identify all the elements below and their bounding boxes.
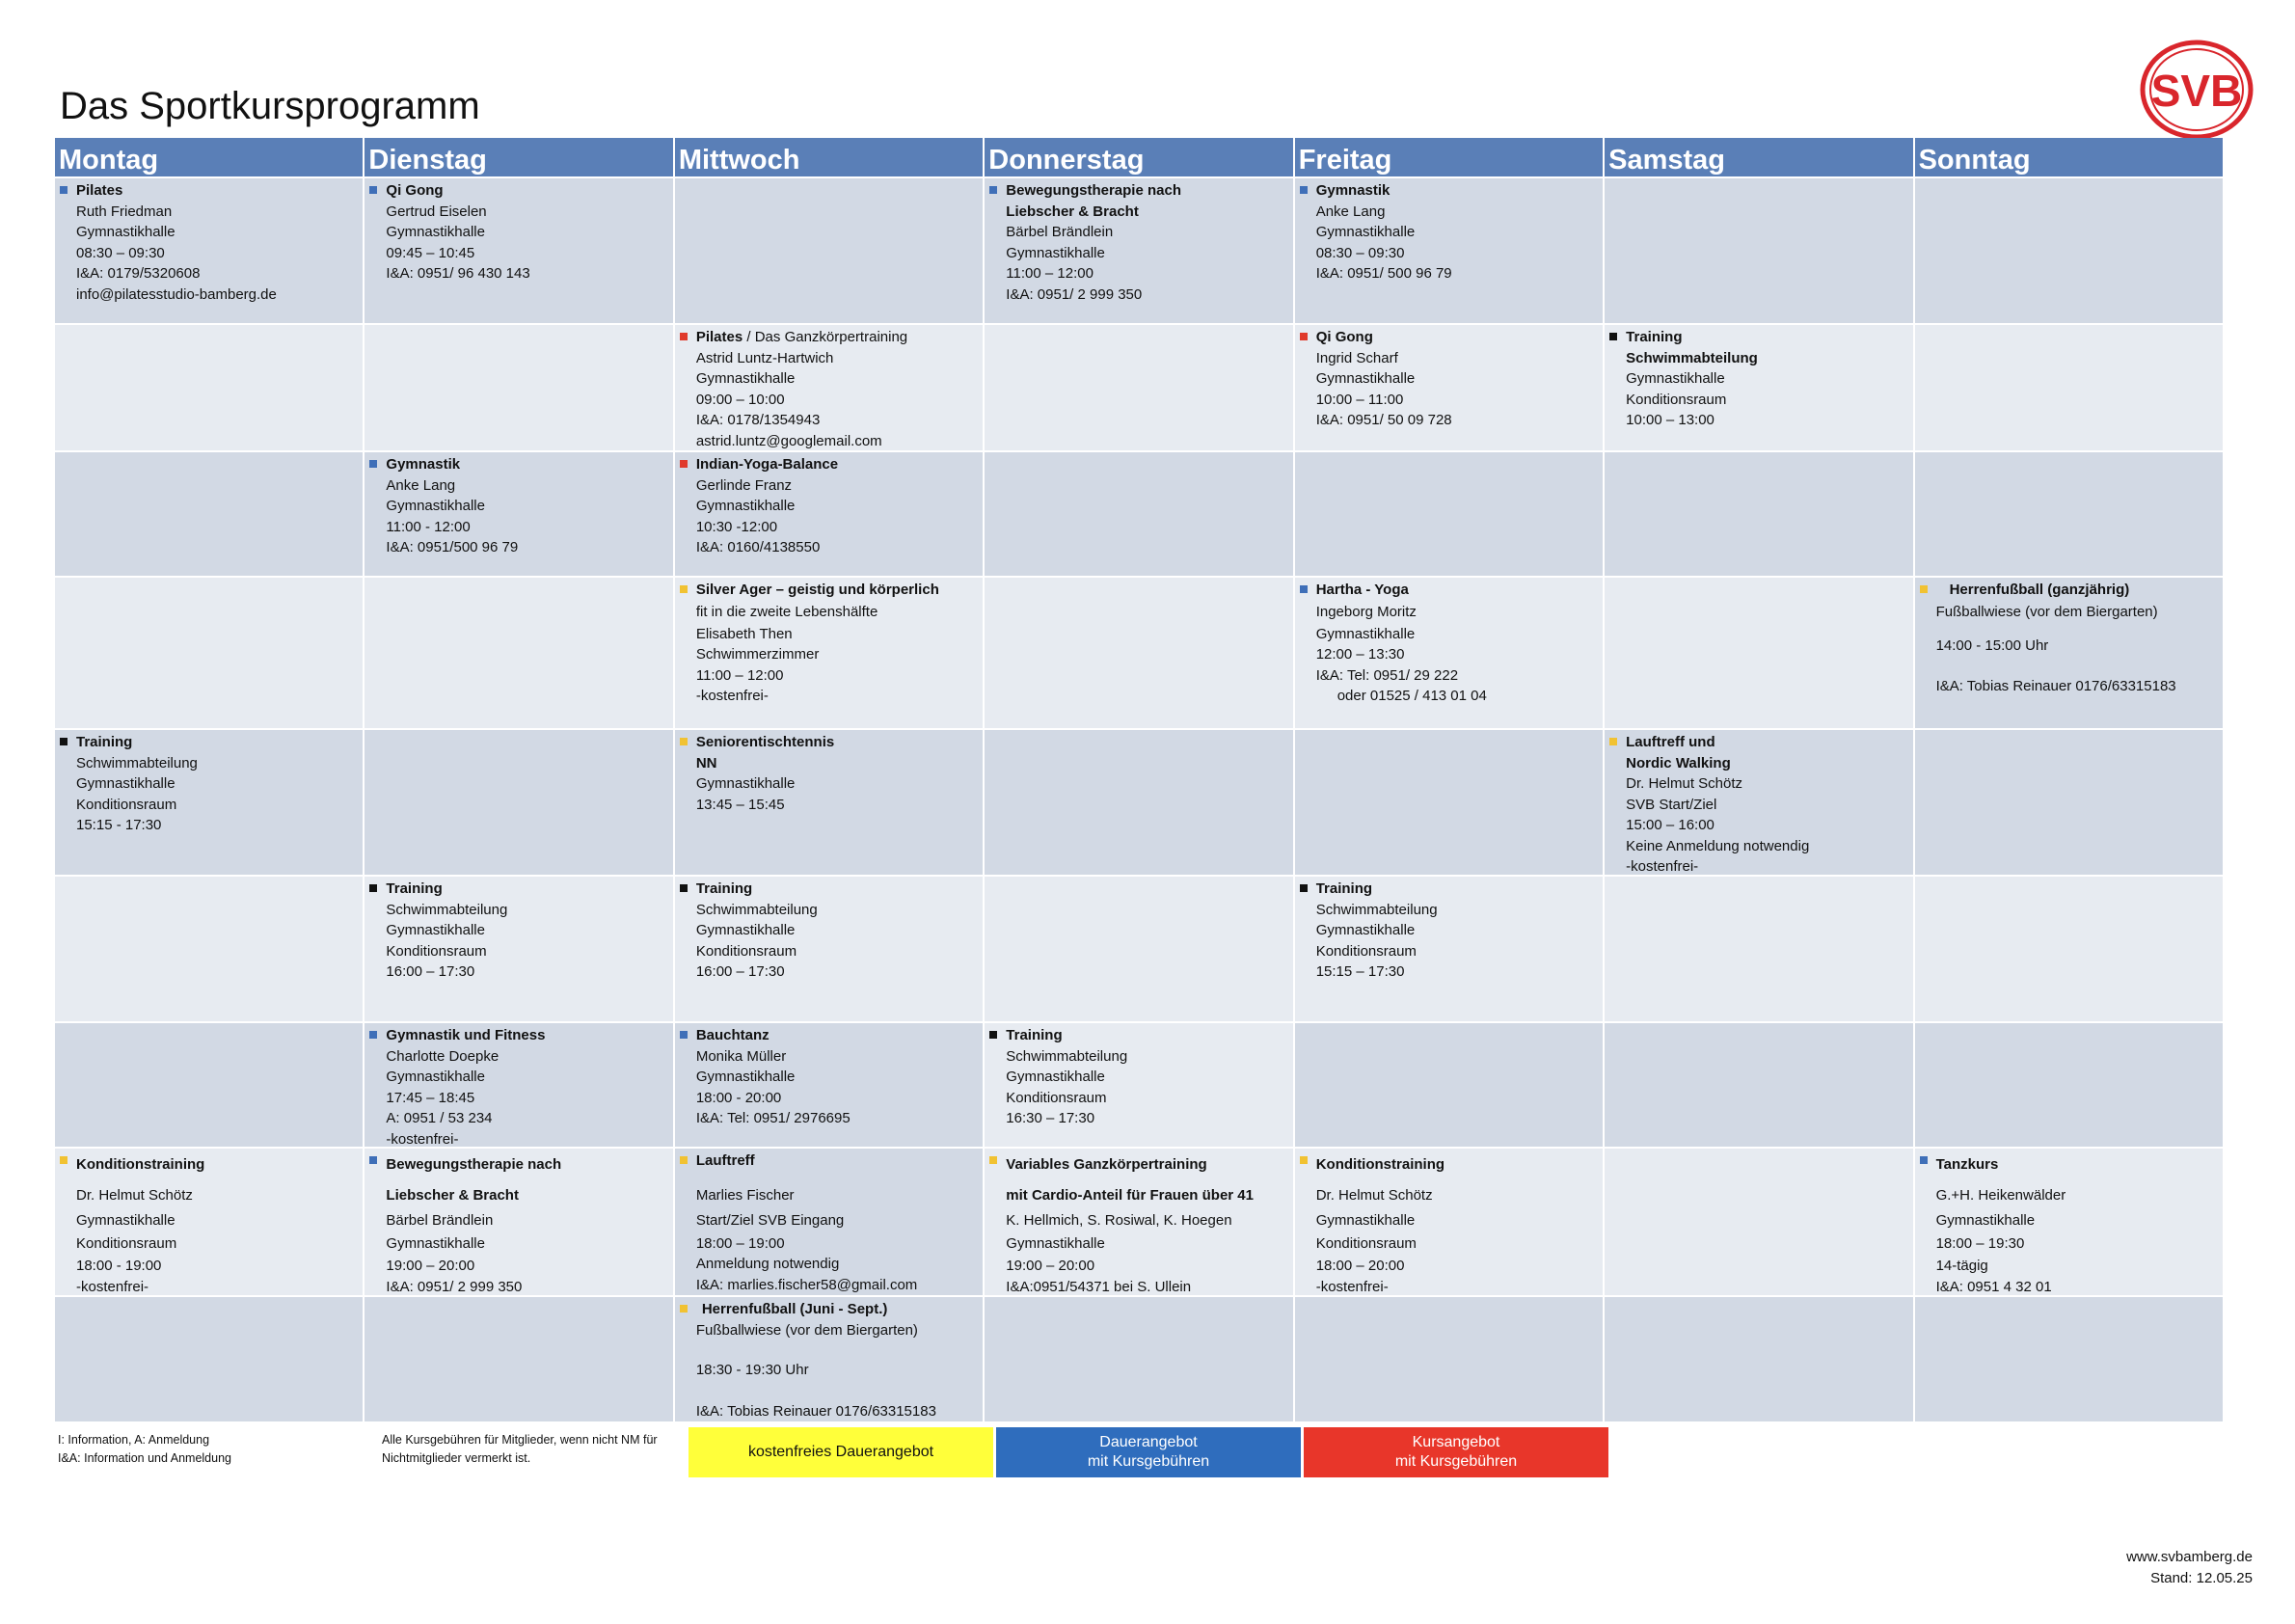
cell-mi-2 — [675, 325, 983, 450]
course-title: Qi Gong — [386, 182, 444, 199]
course-detail: Konditionsraum — [1315, 1234, 1417, 1252]
course-title: Bewegungstherapie nach — [1006, 182, 1181, 199]
legend-free-offer: kostenfreies Dauerangebot — [688, 1427, 993, 1477]
svb-logo — [2139, 39, 2254, 141]
cell-mo-5 — [55, 730, 363, 875]
cell-mo-7 — [55, 1023, 363, 1147]
course-detail: Gymnastikhalle — [386, 922, 485, 938]
course-detail: Gerlinde Franz — [695, 476, 793, 494]
course-detail: 18:30 - 19:30 Uhr — [695, 1362, 809, 1378]
blue-marker-icon — [1920, 1156, 1928, 1164]
course-detail: Anke Lang — [1315, 203, 1386, 220]
course-detail: 18:00 – 19:00 — [695, 1234, 785, 1252]
day-header-donnerstag: Donnerstag — [985, 138, 1292, 176]
course-detail: -kostenfrei- — [1626, 858, 1699, 875]
cell-sa-8 — [1605, 1149, 1912, 1295]
course-title: Herrenfußball (Juni - Sept.) — [701, 1301, 888, 1317]
black-marker-icon — [1609, 333, 1617, 340]
course-detail: 17:45 – 18:45 — [386, 1089, 475, 1106]
course-detail — [696, 1381, 979, 1401]
course-detail: 11:00 – 12:00 — [1006, 265, 1094, 282]
course-detail: astrid.luntz@googlemail.com — [695, 432, 882, 449]
cell-do-7 — [985, 1023, 1292, 1147]
course-detail: I&A: 0160/4138550 — [695, 539, 821, 555]
schedule-grid — [55, 138, 2223, 1420]
blue-marker-icon — [680, 1031, 688, 1039]
course-entry — [386, 1025, 668, 1147]
course-title: Indian-Yoga-Balance — [695, 456, 839, 473]
course-detail: Gymnastikhalle — [1006, 1069, 1105, 1085]
cell-mo-3 — [55, 452, 363, 576]
course-detail: Gymnastikhalle — [1315, 370, 1416, 387]
course-detail: 16:30 – 17:30 — [1006, 1110, 1095, 1126]
course-title: Lauftreff und — [1626, 734, 1715, 750]
cell-fr-2 — [1295, 325, 1603, 450]
course-detail: Konditionsraum — [76, 1234, 177, 1252]
course-title: Variables Ganzkörpertraining — [1006, 1156, 1207, 1173]
course-title: Training — [1006, 1027, 1063, 1043]
course-title: Herrenfußball (ganzjährig) — [1949, 582, 2130, 598]
course-detail — [1936, 656, 2219, 676]
course-detail: Konditionsraum — [386, 942, 487, 960]
yellow-marker-icon — [1609, 738, 1617, 745]
course-detail: A: 0951 / 53 234 — [386, 1110, 493, 1126]
cell-fr-6 — [1295, 877, 1603, 1021]
course-entry — [1316, 180, 1599, 284]
course-detail: Gymnastikhalle — [1935, 1212, 2036, 1229]
cell-so-3 — [1915, 452, 2223, 576]
cell-di-3 — [364, 452, 672, 576]
course-detail: 08:30 – 09:30 — [76, 244, 165, 261]
yellow-marker-icon — [680, 585, 688, 593]
cell-di-7 — [364, 1023, 672, 1147]
course-detail: -kostenfrei- — [386, 1130, 459, 1147]
cell-so-8 — [1915, 1149, 2223, 1295]
cell-mo-9 — [55, 1297, 363, 1421]
cell-so-7 — [1915, 1023, 2223, 1147]
cell-mi-3 — [675, 452, 983, 576]
course-detail: Konditionsraum — [1006, 1089, 1107, 1106]
cell-mi-4 — [675, 578, 983, 728]
yellow-marker-icon — [680, 1156, 688, 1164]
cell-do-6 — [985, 877, 1292, 1021]
course-entry — [1936, 1150, 2219, 1295]
blue-marker-icon — [369, 1156, 377, 1164]
course-detail: 19:00 – 20:00 — [386, 1258, 475, 1274]
blue-marker-icon — [1300, 186, 1308, 194]
course-detail: fit in die zweite Lebenshälfte — [695, 603, 878, 620]
cell-fr-1 — [1295, 178, 1603, 323]
course-detail: Ingrid Scharf — [1315, 349, 1398, 366]
blue-marker-icon — [369, 460, 377, 468]
course-title: Konditionstraining — [76, 1156, 205, 1173]
cell-so-5 — [1915, 730, 2223, 875]
website-link[interactable]: www.svbamberg.de — [2126, 1549, 2253, 1565]
course-detail: 13:45 – 15:45 — [695, 796, 785, 813]
fee-notes: Alle Kursgebühren für Mitglieder, wenn nicht NM für Nichtmitglieder vermerkt ist. — [382, 1433, 658, 1465]
course-entry — [1006, 180, 1288, 305]
cell-fr-5 — [1295, 730, 1603, 875]
course-title: Tanzkurs — [1935, 1156, 1999, 1173]
course-entry — [1006, 1150, 1288, 1295]
cell-do-8 — [985, 1149, 1292, 1295]
day-header-mittwoch: Mittwoch — [675, 138, 983, 176]
course-detail: Dr. Helmut Schötz — [76, 1186, 193, 1204]
black-marker-icon — [60, 738, 68, 745]
cell-di-2 — [364, 325, 672, 450]
day-header-freitag: Freitag — [1295, 138, 1603, 176]
course-detail: Dr. Helmut Schötz — [1626, 775, 1743, 792]
cell-di-8 — [364, 1149, 672, 1295]
course-detail: I&A: marlies.fischer58@gmail.com — [695, 1276, 918, 1293]
course-detail: -kostenfrei- — [76, 1278, 149, 1295]
course-detail — [1936, 624, 2219, 636]
cell-sa-5 — [1605, 730, 1912, 875]
course-detail: Schwimmerzimmer — [695, 646, 820, 663]
course-detail: SVB Start/Ziel — [1626, 796, 1717, 813]
course-detail: I&A: Tobias Reinauer 0176/63315183 — [695, 1402, 936, 1420]
cell-fr-8 — [1295, 1149, 1603, 1295]
cell-mi-7 — [675, 1023, 983, 1147]
course-entry — [386, 180, 668, 284]
course-detail: Konditionsraum — [695, 942, 797, 960]
course-entry — [1316, 580, 1599, 707]
course-detail: Gymnastikhalle — [695, 370, 796, 387]
course-detail: Anmeldung notwendig — [695, 1256, 840, 1272]
cell-so-4 — [1915, 578, 2223, 728]
course-detail: Gymnastikhalle — [1315, 625, 1416, 642]
course-entry — [1626, 327, 1908, 431]
abbreviation-notes: I: Information, A: Anmeldung I&A: Information und Anmeldung — [58, 1433, 231, 1465]
red-marker-icon — [680, 460, 688, 468]
course-detail — [696, 1340, 979, 1352]
course-entry — [1316, 879, 1599, 983]
course-detail: Schwimmabteilung — [1006, 1047, 1128, 1065]
course-detail: Konditionsraum — [1626, 391, 1727, 408]
course-title: Nordic Walking — [1626, 754, 1731, 771]
cell-mi-1 — [675, 178, 983, 323]
course-detail: Astrid Luntz-Hartwich — [695, 349, 834, 366]
course-title: Training — [1626, 329, 1683, 345]
cell-sa-6 — [1605, 877, 1912, 1021]
course-detail: 11:00 – 12:00 — [695, 666, 784, 684]
course-title: Seniorentischtennis — [695, 734, 835, 750]
course-entry — [76, 732, 359, 836]
cell-mo-6 — [55, 877, 363, 1021]
course-detail: I&A:0951/54371 bei S. Ullein — [1006, 1278, 1192, 1295]
legend-course-offer: Kursangebot mit Kursgebühren — [1304, 1427, 1608, 1477]
cell-so-6 — [1915, 877, 2223, 1021]
course-detail: Gymnastikhalle — [386, 498, 485, 514]
course-entry — [696, 1150, 979, 1295]
course-detail: Charlotte Doepke — [386, 1047, 500, 1065]
course-title: Gymnastik und Fitness — [386, 1027, 546, 1043]
cell-mo-2 — [55, 325, 363, 450]
course-detail: I&A: 0951/500 96 79 — [386, 539, 519, 555]
course-entry — [696, 580, 979, 707]
cell-do-9 — [985, 1297, 1292, 1421]
cell-mo-4 — [55, 578, 363, 728]
cell-di-5 — [364, 730, 672, 875]
course-entry — [386, 1150, 668, 1295]
course-detail: Start/Ziel SVB Eingang — [695, 1212, 845, 1229]
course-detail: Monika Müller — [695, 1047, 787, 1065]
course-detail: Gymnastikhalle — [1315, 922, 1416, 938]
course-detail: Gymnastikhalle — [695, 498, 796, 514]
cell-sa-4 — [1605, 578, 1912, 728]
page-title: Das Sportkursprogramm — [60, 85, 480, 127]
course-title: Pilates — [76, 182, 123, 199]
course-detail: 18:00 – 19:30 — [1935, 1234, 2025, 1252]
course-detail: Schwimmabteilung — [386, 901, 508, 918]
cell-do-4 — [985, 578, 1292, 728]
course-detail: Gymnastikhalle — [76, 775, 176, 792]
cell-mi-9 — [675, 1297, 983, 1421]
course-detail: Konditionsraum — [76, 796, 177, 813]
yellow-marker-icon — [1300, 1156, 1308, 1164]
course-detail: I&A: Tel: 0951/ 2976695 — [695, 1110, 850, 1126]
course-detail: 09:45 – 10:45 — [386, 244, 475, 261]
course-detail: Gymnastikhalle — [1006, 244, 1105, 261]
cell-sa-2 — [1605, 325, 1912, 450]
course-detail: 08:30 – 09:30 — [1315, 244, 1405, 261]
course-detail: oder 01525 / 413 01 04 — [1336, 688, 1487, 704]
course-title: Qi Gong — [1315, 329, 1373, 345]
course-title: Silver Ager – geistig und körperlich — [695, 582, 939, 598]
course-detail: Ruth Friedman — [76, 203, 173, 220]
course-detail: Schwimmabteilung — [1315, 901, 1438, 918]
cell-do-2 — [985, 325, 1292, 450]
cell-mi-6 — [675, 877, 983, 1021]
course-detail: Marlies Fischer — [695, 1186, 795, 1204]
course-detail: Gymnastikhalle — [76, 1212, 176, 1229]
course-detail: Elisabeth Then — [695, 625, 793, 642]
day-header-sonntag: Sonntag — [1915, 138, 2223, 176]
black-marker-icon — [1300, 884, 1308, 892]
cell-di-6 — [364, 877, 672, 1021]
course-detail: Gymnastikhalle — [695, 1069, 796, 1085]
course-title: Training — [76, 734, 133, 750]
cell-sa-7 — [1605, 1023, 1912, 1147]
course-entry — [1006, 1025, 1288, 1129]
cell-do-1 — [985, 178, 1292, 323]
course-detail: info@pilatesstudio-bamberg.de — [76, 285, 277, 303]
course-detail: Fußballwiese (vor dem Biergarten) — [1935, 603, 2158, 620]
course-detail: 09:00 – 10:00 — [695, 391, 785, 408]
course-entry — [696, 732, 979, 815]
course-title: mit Cardio-Anteil für Frauen über 41 — [1006, 1186, 1254, 1204]
course-detail: 10:00 – 11:00 — [1315, 391, 1404, 408]
course-detail: K. Hellmich, S. Rosiwal, K. Hoegen — [1006, 1212, 1232, 1229]
cell-do-5 — [985, 730, 1292, 875]
course-detail: 18:00 - 19:00 — [76, 1258, 162, 1274]
course-title: Lauftreff — [695, 1152, 755, 1169]
course-title: Bauchtanz — [695, 1027, 770, 1043]
course-entry — [696, 454, 979, 558]
course-title: Liebscher & Bracht — [386, 1186, 519, 1204]
course-detail: Bärbel Brändlein — [386, 1212, 494, 1229]
course-detail: 14:00 - 15:00 Uhr — [1935, 636, 2049, 654]
course-detail: I&A: 0178/1354943 — [695, 412, 821, 428]
course-detail: 16:00 – 17:30 — [695, 963, 785, 980]
blue-marker-icon — [60, 186, 68, 194]
course-detail: 16:00 – 17:30 — [386, 963, 475, 980]
course-detail: Gymnastikhalle — [695, 775, 796, 792]
course-detail: Gymnastikhalle — [76, 224, 176, 240]
day-header-samstag: Samstag — [1605, 138, 1912, 176]
course-detail: I&A: 0951 4 32 01 — [1935, 1278, 2052, 1295]
course-detail: 10:00 – 13:00 — [1626, 412, 1714, 428]
course-detail: Dr. Helmut Schötz — [1315, 1186, 1433, 1204]
course-detail: Keine Anmeldung notwendig — [1626, 837, 1810, 854]
course-detail: I&A: Tobias Reinauer 0176/63315183 — [1935, 678, 2176, 694]
course-detail: 19:00 – 20:00 — [1006, 1258, 1095, 1274]
course-detail: I&A: 0951/ 500 96 79 — [1315, 265, 1452, 282]
course-title: Pilates / Das Ganzkörpertraining — [695, 329, 908, 345]
course-detail: Fußballwiese (vor dem Biergarten) — [695, 1321, 918, 1339]
cell-sa-1 — [1605, 178, 1912, 323]
cell-di-4 — [364, 578, 672, 728]
course-detail: Ingeborg Moritz — [1315, 603, 1417, 620]
course-detail: I&A: Tel: 0951/ 29 222 — [1315, 666, 1459, 684]
cell-do-3 — [985, 452, 1292, 576]
course-detail: -kostenfrei- — [1315, 1278, 1389, 1295]
yellow-marker-icon — [680, 1305, 688, 1313]
course-detail: 15:00 – 16:00 — [1626, 817, 1714, 833]
course-entry — [696, 327, 979, 450]
course-detail: Gymnastikhalle — [1315, 1212, 1416, 1229]
cell-mi-8 — [675, 1149, 983, 1295]
course-detail: 11:00 - 12:00 — [386, 518, 471, 535]
course-detail: Gymnastikhalle — [386, 1234, 485, 1252]
course-detail: Gymnastikhalle — [386, 224, 485, 240]
course-detail: Konditionsraum — [1315, 942, 1417, 960]
course-detail: Gertrud Eiselen — [386, 203, 487, 220]
course-entry — [1316, 327, 1599, 431]
course-detail: -kostenfrei- — [695, 688, 769, 704]
course-entry — [386, 454, 668, 558]
course-detail: Schwimmabteilung — [695, 901, 818, 918]
course-title: Bewegungstherapie nach — [386, 1156, 562, 1173]
cell-so-9 — [1915, 1297, 2223, 1421]
course-detail: 14-tägig — [1935, 1258, 1988, 1274]
blue-marker-icon — [989, 186, 997, 194]
course-entry — [1936, 580, 2219, 697]
course-entry — [696, 879, 979, 983]
course-detail: 15:15 - 17:30 — [76, 817, 162, 833]
cell-di-9 — [364, 1297, 672, 1421]
course-entry — [76, 180, 359, 305]
cell-sa-3 — [1605, 452, 1912, 576]
day-header-montag: Montag — [55, 138, 363, 176]
course-entry — [386, 879, 668, 983]
course-detail: Gymnastikhalle — [386, 1069, 485, 1085]
legend-permanent-offer: Dauerangebot mit Kursgebühren — [996, 1427, 1301, 1477]
cell-fr-9 — [1295, 1297, 1603, 1421]
black-marker-icon — [369, 884, 377, 892]
course-detail: Gymnastikhalle — [695, 922, 796, 938]
cell-mi-5 — [675, 730, 983, 875]
cell-fr-3 — [1295, 452, 1603, 576]
cell-sa-9 — [1605, 1297, 1912, 1421]
course-detail: Anke Lang — [386, 476, 456, 494]
red-marker-icon — [680, 333, 688, 340]
course-title: Training — [386, 880, 443, 897]
course-detail: Gymnastikhalle — [1315, 224, 1416, 240]
course-detail: G.+H. Heikenwälder — [1935, 1186, 2066, 1204]
course-entry — [1316, 1150, 1599, 1295]
course-entry — [696, 1025, 979, 1129]
course-detail: 18:00 – 20:00 — [1315, 1258, 1405, 1274]
course-title: Training — [1315, 880, 1373, 897]
cell-fr-7 — [1295, 1023, 1603, 1147]
footer — [2126, 1547, 2253, 1589]
black-marker-icon — [680, 884, 688, 892]
yellow-marker-icon — [680, 738, 688, 745]
course-detail: Bärbel Brändlein — [1006, 224, 1114, 240]
cell-so-1 — [1915, 178, 2223, 323]
course-detail: I&A: 0951/ 2 999 350 — [1006, 285, 1143, 303]
course-detail: 15:15 – 17:30 — [1315, 963, 1405, 980]
black-marker-icon — [989, 1031, 997, 1039]
course-detail: 10:30 -12:00 — [695, 518, 778, 535]
course-title: NN — [695, 754, 717, 771]
blue-marker-icon — [369, 1031, 377, 1039]
blue-marker-icon — [369, 186, 377, 194]
svg-text:SVB: SVB — [2150, 66, 2243, 116]
course-title: Schwimmabteilung — [1626, 349, 1758, 366]
course-entry — [696, 1299, 979, 1421]
course-title: Gymnastik — [1315, 182, 1390, 199]
course-detail: Schwimmabteilung — [76, 754, 198, 771]
cell-so-2 — [1915, 325, 2223, 450]
yellow-marker-icon — [60, 1156, 68, 1164]
course-title: Gymnastik — [386, 456, 461, 473]
yellow-marker-icon — [989, 1156, 997, 1164]
course-detail: 18:00 - 20:00 — [695, 1089, 782, 1106]
course-detail: Gymnastikhalle — [1006, 1234, 1105, 1252]
course-title: Hartha - Yoga — [1315, 582, 1409, 598]
course-detail: I&A: 0951/ 50 09 728 — [1315, 412, 1452, 428]
course-detail: 12:00 – 13:30 — [1315, 646, 1405, 663]
blue-marker-icon — [1300, 585, 1308, 593]
course-title: Training — [695, 880, 753, 897]
course-entry — [1626, 732, 1908, 875]
yellow-marker-icon — [1920, 585, 1928, 593]
course-detail: I&A: 0179/5320608 — [76, 265, 201, 282]
course-detail: Gymnastikhalle — [1626, 370, 1725, 387]
course-detail: I&A: 0951/ 2 999 350 — [386, 1278, 523, 1295]
red-marker-icon — [1300, 333, 1308, 340]
cell-mo-8 — [55, 1149, 363, 1295]
course-detail: I&A: 0951/ 96 430 143 — [386, 265, 530, 282]
course-entry — [76, 1150, 359, 1295]
course-title: Liebscher & Bracht — [1006, 203, 1139, 220]
cell-mo-1 — [55, 178, 363, 323]
course-title: Konditionstraining — [1315, 1156, 1445, 1173]
stand-date: Stand: 12.05.25 — [2150, 1570, 2253, 1586]
cell-fr-4 — [1295, 578, 1603, 728]
day-header-dienstag: Dienstag — [364, 138, 672, 176]
cell-di-1 — [364, 178, 672, 323]
